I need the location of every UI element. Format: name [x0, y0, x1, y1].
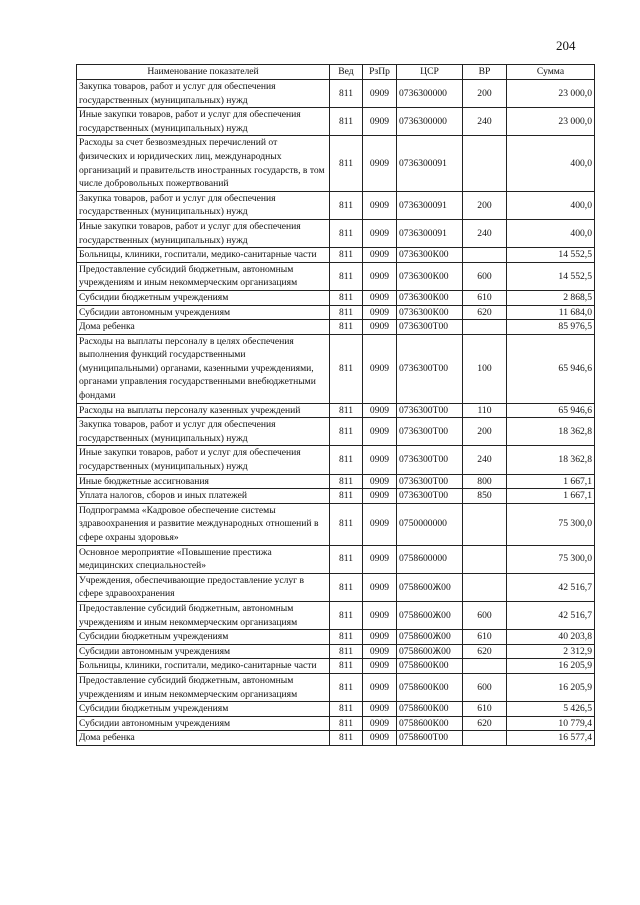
- table-row: [77, 702, 595, 717]
- cell-sum: 42 516,7: [507, 601, 595, 629]
- cell-ved: 811: [330, 630, 363, 645]
- cell-rzpr: 0909: [363, 644, 397, 659]
- cell-ved: 811: [330, 601, 363, 629]
- cell-ved: 811: [330, 702, 363, 717]
- cell-vr: [463, 248, 507, 263]
- cell-csr: 0758600Ж00: [397, 630, 463, 645]
- table-row: [77, 545, 595, 573]
- table-row: [77, 248, 595, 263]
- cell-vr: 800: [463, 474, 507, 489]
- cell-name: Подпрограмма «Кадровое обеспечение системы здравоохранения и развитие международных отношений в сфере охраны здоровья»: [77, 503, 330, 545]
- cell-sum: 18 362,8: [507, 446, 595, 474]
- table-row: [77, 673, 595, 701]
- cell-sum: 65 946,6: [507, 403, 595, 418]
- header-vr: ВР: [463, 65, 507, 80]
- cell-name: Иные закупки товаров, работ и услуг для обеспечения государственных (муниципальных) нужд: [77, 219, 330, 247]
- cell-ved: 811: [330, 716, 363, 731]
- cell-csr: 0736300Т00: [397, 334, 463, 403]
- cell-vr: [463, 731, 507, 746]
- cell-csr: 0736300091: [397, 191, 463, 219]
- cell-sum: 2 312,9: [507, 644, 595, 659]
- cell-rzpr: 0909: [363, 630, 397, 645]
- table-row: [77, 290, 595, 305]
- cell-name: Больницы, клиники, госпитали, медико-санитарные части: [77, 659, 330, 674]
- cell-rzpr: 0909: [363, 446, 397, 474]
- cell-rzpr: 0909: [363, 219, 397, 247]
- cell-ved: 811: [330, 446, 363, 474]
- cell-sum: 23 000,0: [507, 80, 595, 108]
- cell-rzpr: 0909: [363, 320, 397, 335]
- cell-vr: 600: [463, 673, 507, 701]
- cell-sum: 18 362,8: [507, 418, 595, 446]
- cell-ved: 811: [330, 474, 363, 489]
- cell-rzpr: 0909: [363, 716, 397, 731]
- cell-vr: 610: [463, 702, 507, 717]
- table-header: [77, 65, 595, 80]
- cell-vr: 240: [463, 446, 507, 474]
- cell-rzpr: 0909: [363, 136, 397, 191]
- table-row: [77, 80, 595, 108]
- table-row: [77, 334, 595, 403]
- table-row: [77, 503, 595, 545]
- cell-name: Уплата налогов, сборов и иных платежей: [77, 489, 330, 504]
- header-name: Наименование показателей: [77, 65, 330, 80]
- cell-name: Иные бюджетные ассигнования: [77, 474, 330, 489]
- cell-csr: 0736300000: [397, 108, 463, 136]
- table-row: [77, 320, 595, 335]
- header-ved: Вед: [330, 65, 363, 80]
- cell-ved: 811: [330, 503, 363, 545]
- cell-csr: 0736300Т00: [397, 418, 463, 446]
- cell-sum: 1 667,1: [507, 474, 595, 489]
- cell-name: Расходы за счет безвозмездных перечислений от физических и юридических лиц, международных организаций и правительств иностранных государств, в том числе добровольных пожертвований: [77, 136, 330, 191]
- cell-csr: 0758600Ж00: [397, 644, 463, 659]
- cell-vr: [463, 573, 507, 601]
- cell-name: Предоставление субсидий бюджетным, автономным учреждениям и иным некоммерческим организациям: [77, 673, 330, 701]
- cell-sum: 75 300,0: [507, 545, 595, 573]
- cell-ved: 811: [330, 673, 363, 701]
- cell-csr: 0758600К00: [397, 659, 463, 674]
- header-sum: Сумма: [507, 65, 595, 80]
- table-body: [77, 80, 595, 746]
- cell-vr: 110: [463, 403, 507, 418]
- cell-ved: 811: [330, 403, 363, 418]
- cell-rzpr: 0909: [363, 108, 397, 136]
- cell-sum: 2 868,5: [507, 290, 595, 305]
- table-row: [77, 644, 595, 659]
- cell-rzpr: 0909: [363, 305, 397, 320]
- cell-csr: 0736300091: [397, 219, 463, 247]
- table-row: [77, 659, 595, 674]
- cell-ved: 811: [330, 489, 363, 504]
- cell-vr: [463, 136, 507, 191]
- cell-csr: 0736300Т00: [397, 320, 463, 335]
- cell-vr: [463, 545, 507, 573]
- header-rzpr: РзПр: [363, 65, 397, 80]
- cell-csr: 0758600Ж00: [397, 573, 463, 601]
- cell-name: Предоставление субсидий бюджетным, автономным учреждениям и иным некоммерческим организациям: [77, 601, 330, 629]
- cell-csr: 0736300К00: [397, 290, 463, 305]
- header-csr: ЦСР: [397, 65, 463, 80]
- cell-csr: 0758600К00: [397, 702, 463, 717]
- cell-sum: 85 976,5: [507, 320, 595, 335]
- cell-vr: 200: [463, 191, 507, 219]
- cell-rzpr: 0909: [363, 248, 397, 263]
- cell-rzpr: 0909: [363, 334, 397, 403]
- table-row: [77, 573, 595, 601]
- cell-csr: 0736300Т00: [397, 489, 463, 504]
- cell-csr: 0750000000: [397, 503, 463, 545]
- cell-ved: 811: [330, 290, 363, 305]
- cell-name: Субсидии бюджетным учреждениям: [77, 702, 330, 717]
- cell-name: Расходы на выплаты персоналу казенных учреждений: [77, 403, 330, 418]
- cell-vr: 600: [463, 262, 507, 290]
- cell-name: Субсидии бюджетным учреждениям: [77, 630, 330, 645]
- cell-rzpr: 0909: [363, 673, 397, 701]
- cell-rzpr: 0909: [363, 80, 397, 108]
- table-row: [77, 731, 595, 746]
- cell-sum: 400,0: [507, 219, 595, 247]
- cell-rzpr: 0909: [363, 290, 397, 305]
- table-row: [77, 418, 595, 446]
- cell-rzpr: 0909: [363, 489, 397, 504]
- cell-csr: 0736300Т00: [397, 474, 463, 489]
- cell-rzpr: 0909: [363, 601, 397, 629]
- table-row: [77, 601, 595, 629]
- cell-vr: 620: [463, 716, 507, 731]
- cell-csr: 0758600Ж00: [397, 601, 463, 629]
- cell-rzpr: 0909: [363, 573, 397, 601]
- cell-ved: 811: [330, 573, 363, 601]
- cell-csr: 0758600К00: [397, 716, 463, 731]
- table-row: [77, 219, 595, 247]
- cell-name: Основное мероприятие «Повышение престижа медицинских специальностей»: [77, 545, 330, 573]
- cell-ved: 811: [330, 191, 363, 219]
- budget-table: [76, 64, 595, 746]
- table-row: [77, 403, 595, 418]
- cell-name: Дома ребенка: [77, 731, 330, 746]
- cell-ved: 811: [330, 248, 363, 263]
- cell-sum: 14 552,5: [507, 262, 595, 290]
- cell-vr: [463, 503, 507, 545]
- cell-vr: 200: [463, 418, 507, 446]
- cell-vr: 850: [463, 489, 507, 504]
- cell-sum: 65 946,6: [507, 334, 595, 403]
- cell-csr: 0758600Т00: [397, 731, 463, 746]
- cell-rzpr: 0909: [363, 403, 397, 418]
- cell-name: Иные закупки товаров, работ и услуг для обеспечения государственных (муниципальных) нужд: [77, 446, 330, 474]
- cell-vr: 200: [463, 80, 507, 108]
- cell-csr: 0736300Т00: [397, 403, 463, 418]
- cell-name: Закупка товаров, работ и услуг для обеспечения государственных (муниципальных) нужд: [77, 418, 330, 446]
- cell-rzpr: 0909: [363, 659, 397, 674]
- page-number: 204: [556, 38, 576, 53]
- cell-sum: 42 516,7: [507, 573, 595, 601]
- cell-vr: 610: [463, 290, 507, 305]
- cell-rzpr: 0909: [363, 418, 397, 446]
- cell-sum: 75 300,0: [507, 503, 595, 545]
- cell-sum: 400,0: [507, 191, 595, 219]
- cell-ved: 811: [330, 731, 363, 746]
- cell-csr: 0736300К00: [397, 262, 463, 290]
- cell-name: Дома ребенка: [77, 320, 330, 335]
- cell-ved: 811: [330, 108, 363, 136]
- cell-csr: 0758600000: [397, 545, 463, 573]
- cell-sum: 1 667,1: [507, 489, 595, 504]
- cell-sum: 14 552,5: [507, 248, 595, 263]
- table-row: [77, 474, 595, 489]
- cell-ved: 811: [330, 334, 363, 403]
- table-row: [77, 108, 595, 136]
- table-row: [77, 305, 595, 320]
- cell-ved: 811: [330, 136, 363, 191]
- cell-rzpr: 0909: [363, 191, 397, 219]
- cell-rzpr: 0909: [363, 474, 397, 489]
- cell-ved: 811: [330, 80, 363, 108]
- cell-ved: 811: [330, 320, 363, 335]
- cell-csr: 0736300К00: [397, 305, 463, 320]
- cell-name: Иные закупки товаров, работ и услуг для обеспечения государственных (муниципальных) нужд: [77, 108, 330, 136]
- cell-sum: 10 779,4: [507, 716, 595, 731]
- cell-sum: 16 205,9: [507, 659, 595, 674]
- cell-sum: 11 684,0: [507, 305, 595, 320]
- table-row: [77, 191, 595, 219]
- cell-vr: 610: [463, 630, 507, 645]
- cell-sum: 40 203,8: [507, 630, 595, 645]
- cell-name: Субсидии автономным учреждениям: [77, 716, 330, 731]
- cell-vr: 600: [463, 601, 507, 629]
- table-row: [77, 716, 595, 731]
- cell-ved: 811: [330, 262, 363, 290]
- cell-ved: 811: [330, 305, 363, 320]
- cell-vr: 240: [463, 219, 507, 247]
- cell-sum: 16 205,9: [507, 673, 595, 701]
- cell-rzpr: 0909: [363, 702, 397, 717]
- cell-sum: 400,0: [507, 136, 595, 191]
- cell-ved: 811: [330, 418, 363, 446]
- table-row: [77, 136, 595, 191]
- table-row: [77, 446, 595, 474]
- cell-vr: 620: [463, 305, 507, 320]
- cell-ved: 811: [330, 545, 363, 573]
- cell-ved: 811: [330, 644, 363, 659]
- table-row: [77, 262, 595, 290]
- cell-name: Субсидии бюджетным учреждениям: [77, 290, 330, 305]
- cell-name: Закупка товаров, работ и услуг для обеспечения государственных (муниципальных) нужд: [77, 80, 330, 108]
- cell-csr: 0736300000: [397, 80, 463, 108]
- cell-name: Субсидии автономным учреждениям: [77, 644, 330, 659]
- cell-vr: 100: [463, 334, 507, 403]
- cell-name: Закупка товаров, работ и услуг для обеспечения государственных (муниципальных) нужд: [77, 191, 330, 219]
- cell-name: Субсидии автономным учреждениям: [77, 305, 330, 320]
- cell-rzpr: 0909: [363, 545, 397, 573]
- header-row: [77, 65, 595, 80]
- cell-vr: [463, 659, 507, 674]
- cell-csr: 0758600К00: [397, 673, 463, 701]
- cell-vr: 620: [463, 644, 507, 659]
- table-row: [77, 630, 595, 645]
- cell-name: Расходы на выплаты персоналу в целях обеспечения выполнения функций государственными (муниципальными) органами, казенными учреждениями, органами управления государственными внебюджетными фондами: [77, 334, 330, 403]
- cell-name: Предоставление субсидий бюджетным, автономным учреждениям и иным некоммерческим организациям: [77, 262, 330, 290]
- cell-sum: 5 426,5: [507, 702, 595, 717]
- cell-sum: 23 000,0: [507, 108, 595, 136]
- cell-vr: [463, 320, 507, 335]
- cell-rzpr: 0909: [363, 503, 397, 545]
- cell-name: Больницы, клиники, госпитали, медико-санитарные части: [77, 248, 330, 263]
- cell-name: Учреждения, обеспечивающие предоставление услуг в сфере здравоохранения: [77, 573, 330, 601]
- cell-rzpr: 0909: [363, 731, 397, 746]
- cell-ved: 811: [330, 659, 363, 674]
- cell-vr: 240: [463, 108, 507, 136]
- cell-csr: 0736300К00: [397, 248, 463, 263]
- table-row: [77, 489, 595, 504]
- cell-csr: 0736300091: [397, 136, 463, 191]
- cell-ved: 811: [330, 219, 363, 247]
- cell-rzpr: 0909: [363, 262, 397, 290]
- cell-csr: 0736300Т00: [397, 446, 463, 474]
- cell-sum: 16 577,4: [507, 731, 595, 746]
